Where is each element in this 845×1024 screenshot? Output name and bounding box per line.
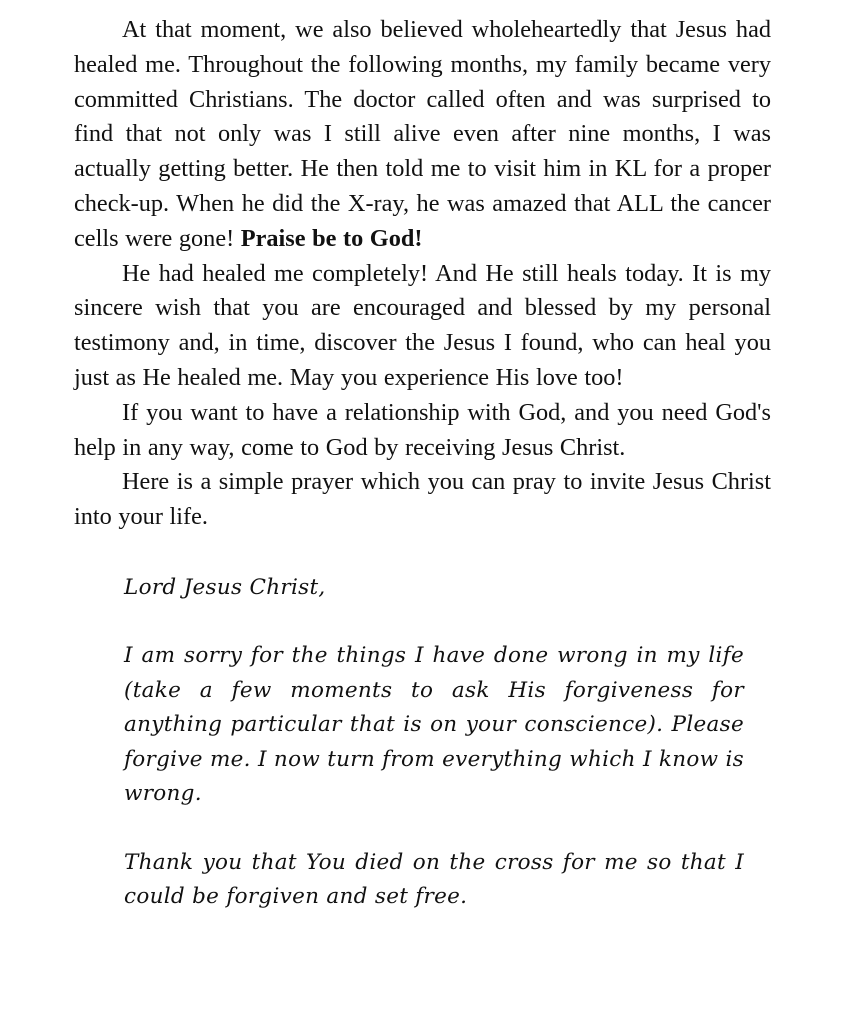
praise-emphasis: Praise be to God! — [240, 224, 423, 252]
paragraph-3: If you want to have a relationship with God, and you need God's help in any way, come to God by receiving Jesus Christ. — [74, 398, 771, 461]
prayer-confession: I am sorry for the things I have done wrong in my life (take a few moments to ask His forgiveness for anything particular that is on your conscience). Please forgive me. I now turn from everything which I know is wrong. — [124, 643, 744, 807]
paragraph-1-text: At that moment, we also believed wholeheartedly that Jesus had healed me. Throughout the following months, my family became very committed Christians. The doctor called often and was surprised to find that not only was I still alive even after nine months, I was actually getting better. He then told me to visit him in KL for a proper check-up. When he did the X-ray, he was amazed that ALL the cancer cells were gone! — [74, 16, 771, 252]
paragraph-1 — [74, 13, 771, 257]
prayer-thanks: Thank you that You died on the cross for me so that I could be forgiven and set free. — [124, 849, 744, 910]
paragraph-2: He had healed me completely! And He still heals today. It is my sincere wish that you are encouraged and blessed by my personal testimony and, in time, discover the Jesus I found, who can heal you just as He healed me. May you experience His love too! — [74, 259, 771, 391]
prayer-block — [124, 571, 744, 915]
prayer-salutation: Lord Jesus Christ, — [124, 574, 326, 600]
paragraph-4: Here is a simple prayer which you can pray to invite Jesus Christ into your life. — [74, 468, 771, 531]
